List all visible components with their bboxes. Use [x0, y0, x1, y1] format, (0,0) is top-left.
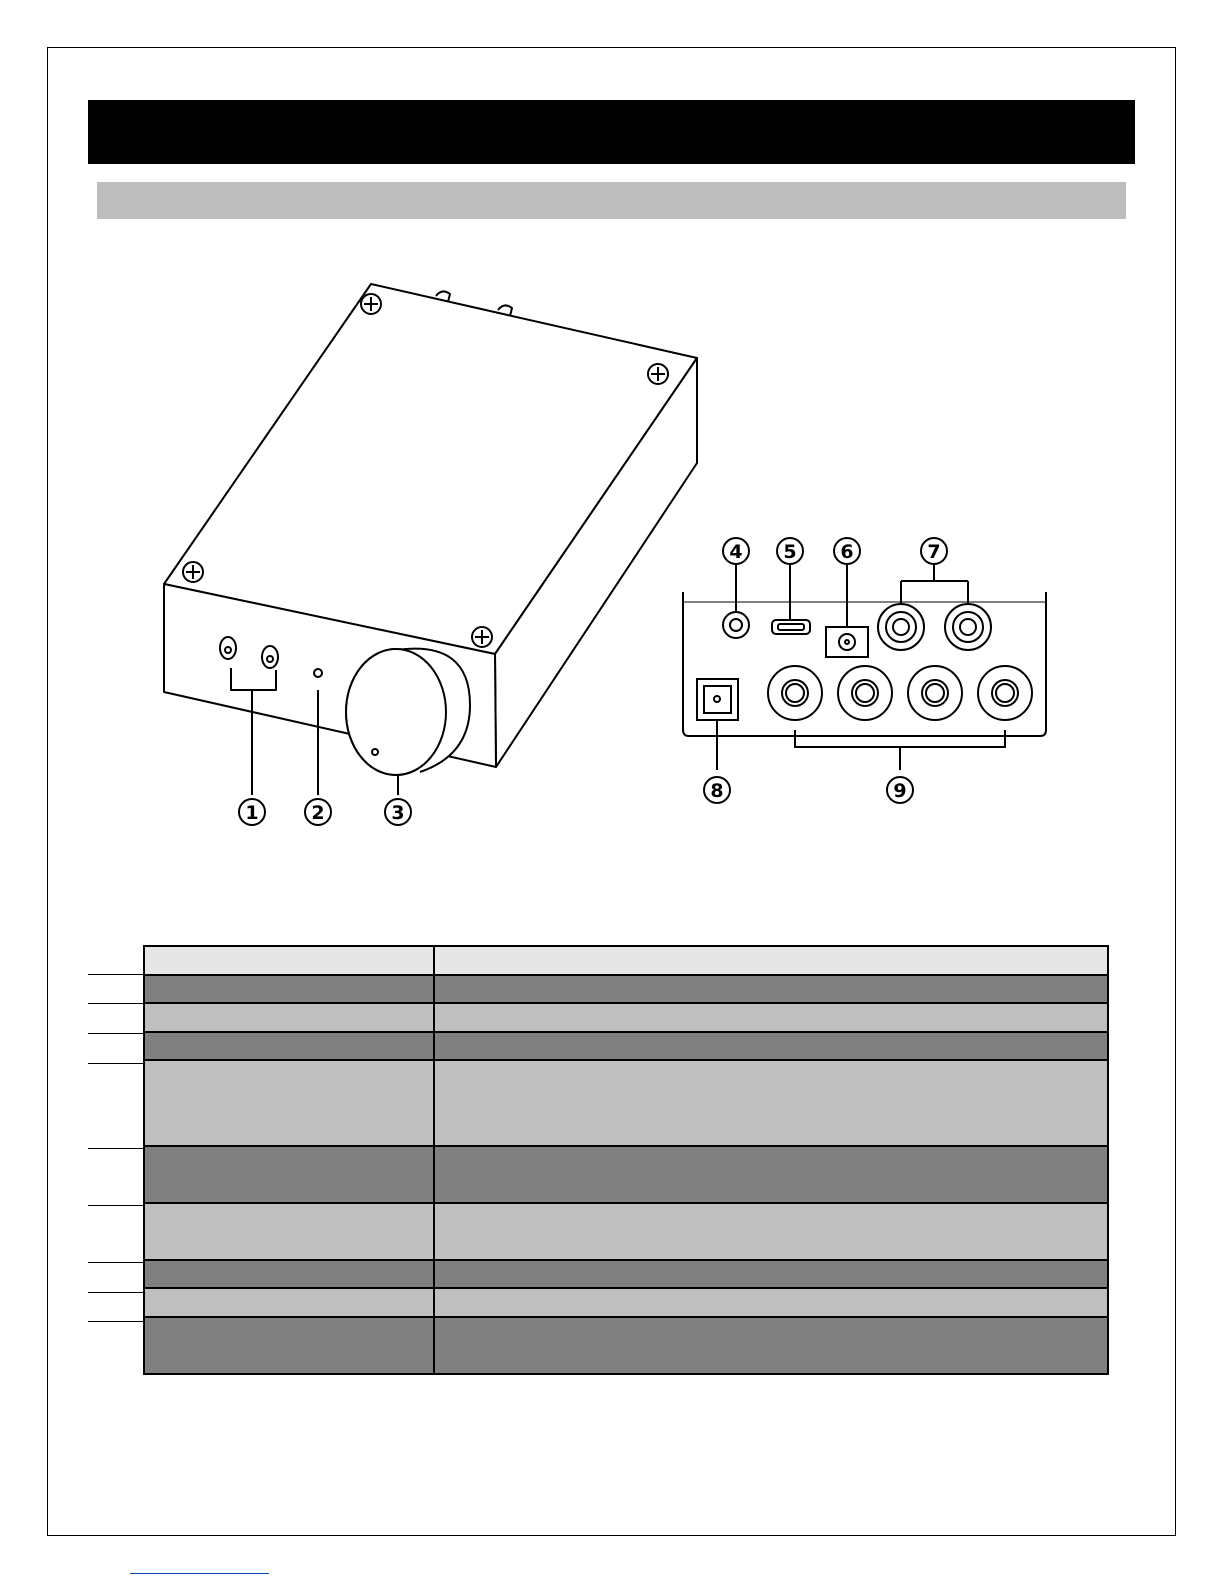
callout-1 — [239, 799, 265, 825]
spec-item-cell — [144, 1146, 434, 1203]
spec-table-row — [144, 1003, 1108, 1032]
callout-4 — [723, 538, 749, 564]
svg-text:4: 4 — [729, 541, 743, 563]
screw-icon — [648, 364, 668, 384]
spec-item-cell — [144, 946, 434, 975]
screw-icon — [361, 294, 381, 314]
row-marker-line — [88, 1292, 144, 1293]
spec-description-cell — [434, 1260, 1108, 1289]
svg-text:5: 5 — [783, 541, 797, 563]
row-marker-line — [88, 1033, 144, 1034]
callout-8 — [704, 777, 730, 803]
spec-table-row — [144, 1317, 1108, 1374]
callout-9 — [887, 777, 913, 803]
spec-table-row — [144, 946, 1108, 975]
amplifier-rear-panel — [683, 565, 1046, 770]
amplifier-front-view — [164, 284, 697, 795]
spec-item-cell — [144, 1288, 434, 1317]
spec-item-cell — [144, 1203, 434, 1260]
amplifier-top-face — [164, 284, 697, 654]
row-marker-line — [88, 1321, 144, 1322]
screw-icon — [472, 627, 492, 647]
row-marker-line — [88, 1262, 144, 1263]
svg-text:3: 3 — [391, 802, 405, 824]
row-marker-line — [88, 1063, 144, 1064]
spec-table-body — [144, 946, 1108, 1374]
spec-table-row — [144, 1260, 1108, 1289]
row-marker-line — [88, 1003, 144, 1004]
spec-description-cell — [434, 1032, 1108, 1061]
svg-text:1: 1 — [245, 802, 259, 824]
spec-table — [143, 945, 1109, 1375]
spec-table-row — [144, 1060, 1108, 1146]
callout-7 — [921, 538, 947, 564]
spec-table-row — [144, 975, 1108, 1004]
footer-link-underline — [130, 1573, 269, 1574]
svg-text:6: 6 — [840, 541, 854, 563]
callout-6 — [834, 538, 860, 564]
row-marker-line — [88, 1205, 144, 1206]
spec-table-row — [144, 1146, 1108, 1203]
spec-description-cell — [434, 1060, 1108, 1146]
spec-table-row — [144, 1203, 1108, 1260]
spec-description-cell — [434, 1317, 1108, 1374]
svg-text:2: 2 — [311, 802, 325, 824]
spec-description-cell — [434, 1146, 1108, 1203]
svg-text:8: 8 — [710, 780, 724, 802]
spec-table-row — [144, 1288, 1108, 1317]
spec-item-cell — [144, 975, 434, 1004]
screw-icon — [183, 562, 203, 582]
spec-description-cell — [434, 975, 1108, 1004]
spec-item-cell — [144, 1032, 434, 1061]
callout-2 — [305, 799, 331, 825]
spec-description-cell — [434, 1288, 1108, 1317]
svg-text:7: 7 — [927, 541, 941, 563]
spec-item-cell — [144, 1260, 434, 1289]
spec-description-cell — [434, 946, 1108, 975]
spec-description-cell — [434, 1003, 1108, 1032]
row-marker-line — [88, 974, 144, 975]
spec-item-cell — [144, 1003, 434, 1032]
spec-description-cell — [434, 1203, 1108, 1260]
callout-5 — [777, 538, 803, 564]
spec-table-row — [144, 1032, 1108, 1061]
row-marker-line — [88, 1148, 144, 1149]
callout-3 — [385, 799, 411, 825]
svg-text:9: 9 — [893, 780, 907, 802]
spec-item-cell — [144, 1317, 434, 1374]
spec-item-cell — [144, 1060, 434, 1146]
